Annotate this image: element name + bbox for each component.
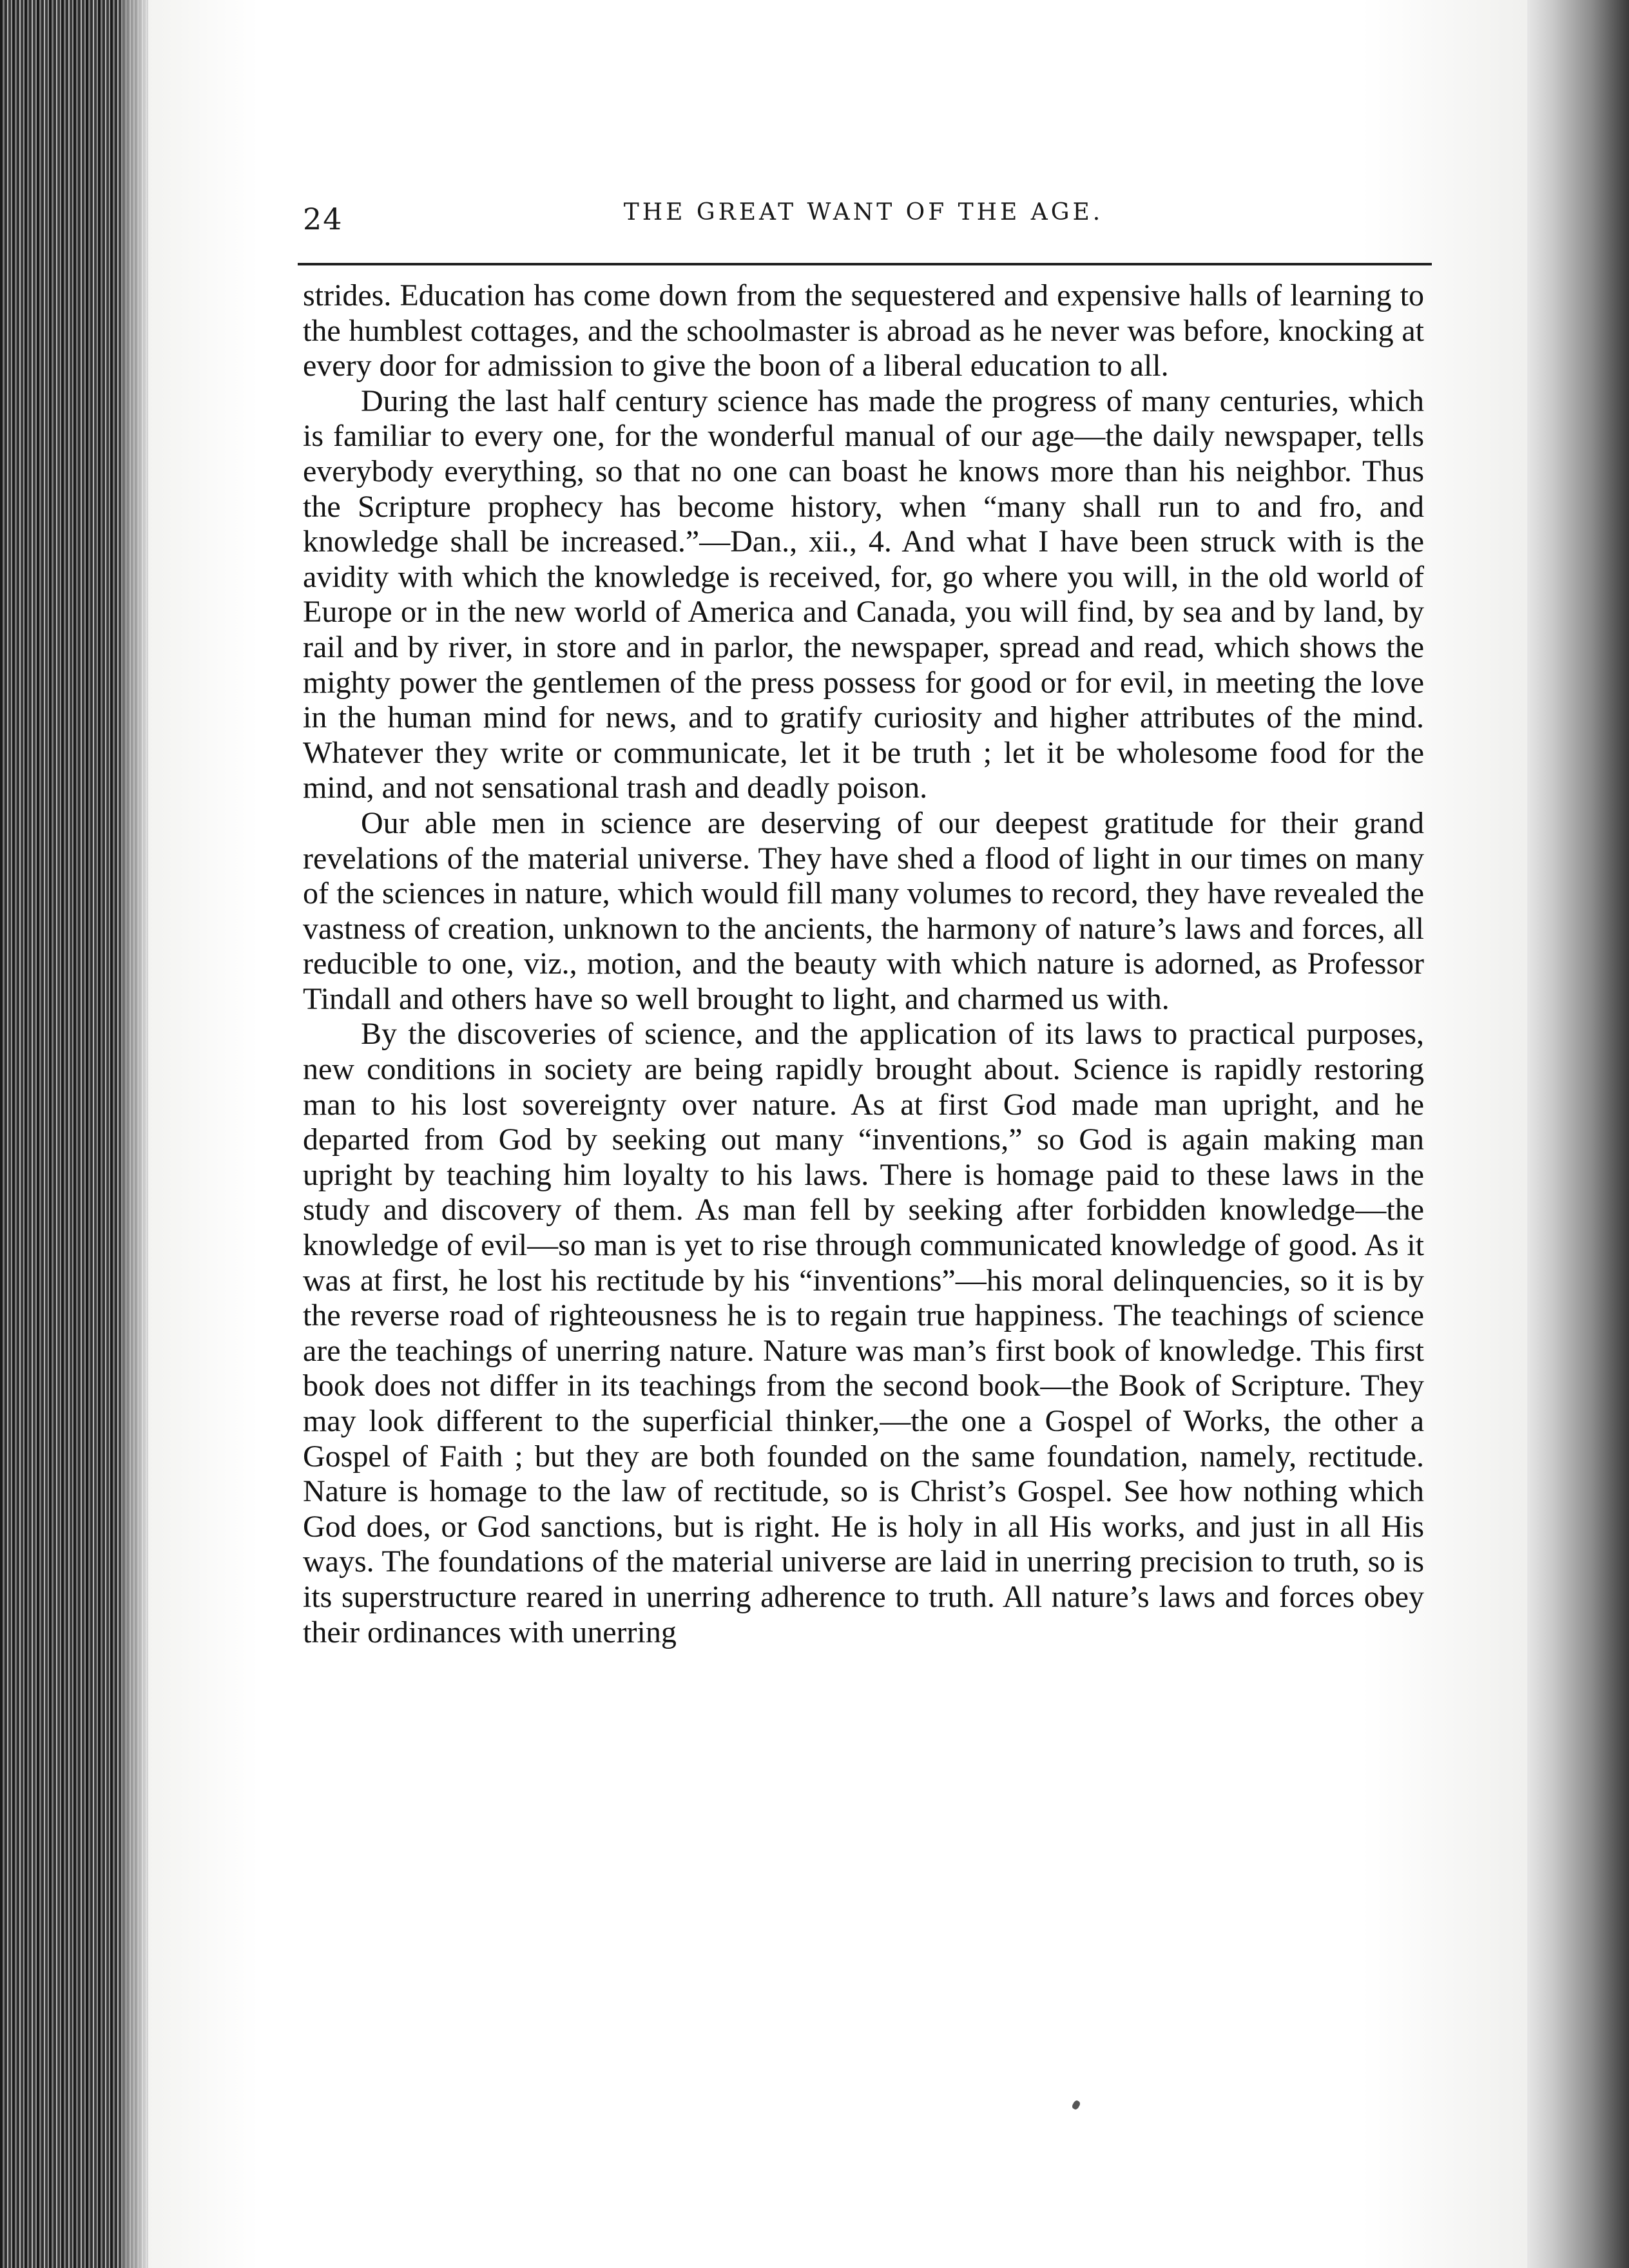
- spine-shadow: [1527, 0, 1629, 2268]
- paragraph: strides. Education has come down from the sequestered and expensive halls of learning to the humblest cottages, and the schoolmaster is abroad as he never was before, knocking at every door for admission to give the boon of a liberal education to all.: [303, 278, 1424, 383]
- paragraph: Our able men in science are deserving of our deepest gratitude for their grand revelations of the material universe. They have shed a flood of light in our times on many of the sciences in nature, which would fill many volumes to record, they have revealed the vastness of creation, unknown to the ancients, the harmony of nature’s laws and forces, all reducible to one, viz., motion, and the beauty with which nature is adorned, as Professor Tindall and others have so well brought to light, and charmed us with.: [303, 805, 1424, 1016]
- running-title: THE GREAT WANT OF THE AGE.: [623, 199, 1104, 226]
- book-page-edges: [0, 0, 148, 2268]
- paragraph: By the discoveries of science, and the application of its laws to practical purposes, new conditions in society are being rapidly brought about. Science is rapidly restoring man to his lost sovereignty over nature. As at first God made man upright, and he departed from God by seeking out many “inventions,” so God is again making man upright by teaching him loyalty to his laws. There is homage paid to these laws in the study and discovery of them. As man fell by seeking after forbidden knowledge—the knowledge of evil—so man is yet to rise through communicated knowledge of good. As it was at first, he lost his rectitude by his “inventions”—his moral delinquencies, so it is by the reverse road of righteousness he is to regain true happiness. The teachings of science are the teachings of unerring nature. Nature was man’s first book of knowledge. This first book does not differ in its teachings from the second book—the Book of Scripture. They may look different to the superficial thinker,—the one a Gospel of Works, the other a Gospel of Faith ; but they are both founded on the same foundation, namely, rectitude. Nature is homage to the law of rectitude, so is Christ’s Gospel. See how nothing which God does, or God sanctions, but is right. He is holy in all His works, and just in all His ways. The foundations of the material universe are laid in unerring precision to truth, so is its superstructure reared in unerring adherence to truth. All nature’s laws and forces obey their ordinances with unerring: [303, 1017, 1424, 1649]
- header-rule: [298, 263, 1432, 265]
- body-text: [303, 278, 1424, 1650]
- paragraph: During the last half century science has made the progress of many centuries, which is familiar to every one, for the wonderful manual of our age—the daily newspaper, tells everybody everything, so that no one can boast he knows more than his neighbor. Thus the Scripture prophecy has become history, when “many shall run to and fro, and knowledge shall be increased.”—Dan., xii., 4. And what I have been struck with is the avidity with which the knowledge is received, for, go where you will, in the old world of Europe or in the new world of America and Canada, you will find, by sea and by land, by rail and by river, in store and in parlor, the newspaper, spread and read, which shows the mighty power the gentlemen of the press possess for good or for evil, in meeting the love in the human mind for news, and to gratify curiosity and higher attributes of the mind. Whatever they write or communicate, let it be truth ; let it be wholesome food for the mind, and not sensational trash and deadly poison.: [303, 383, 1424, 805]
- page-number: 24: [303, 202, 343, 236]
- page-header: [303, 190, 1424, 242]
